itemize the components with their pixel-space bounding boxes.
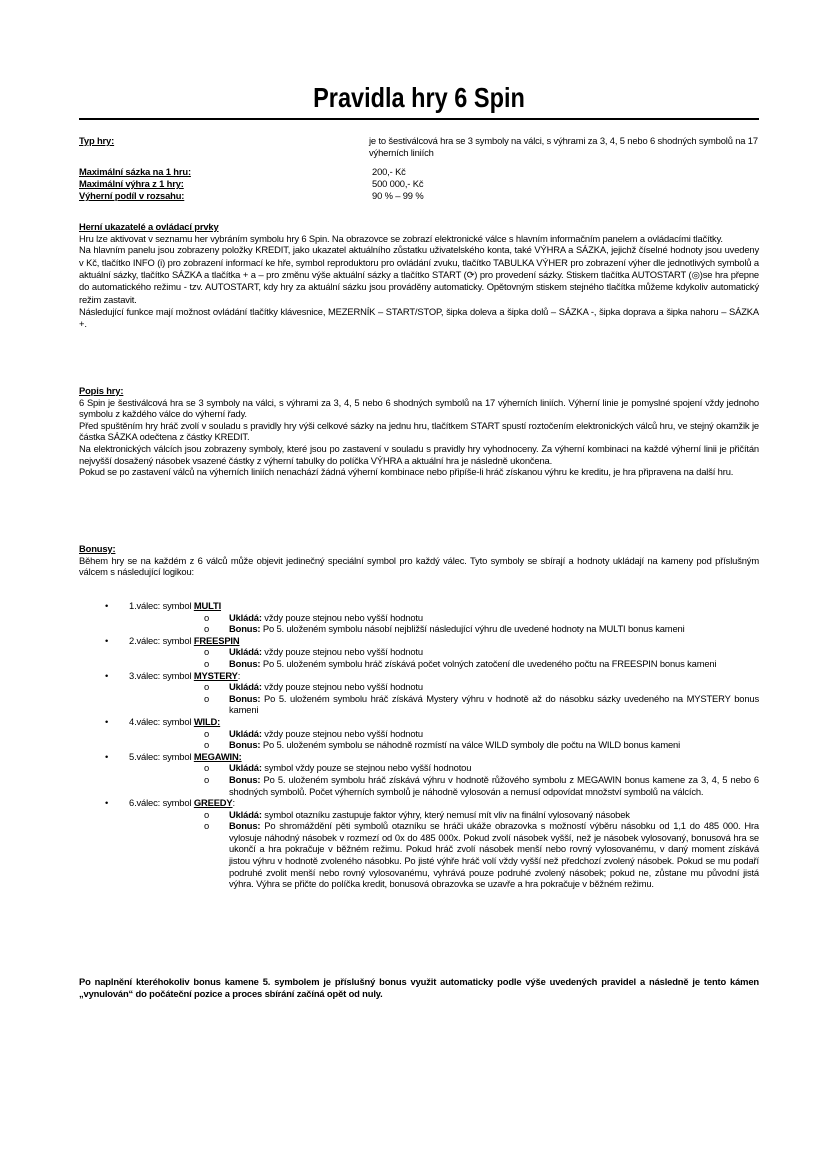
page-title: Pravidla hry 6 Spin (313, 82, 525, 113)
bonus-effect-rule (129, 658, 759, 670)
save-text: symbol vždy pouze se stejnou nebo vyšší hodnotou (261, 762, 472, 774)
bonus-effect-rule (129, 693, 759, 716)
bonuses-section (79, 543, 759, 578)
sub-bullet-icon: o (204, 762, 210, 774)
bonus-item (79, 716, 759, 751)
bonus-item-prefix: 6.válec: symbol (129, 797, 194, 809)
bullet-icon: • (105, 750, 109, 762)
info-max-win-label: Maximální výhra z 1 hry: (79, 178, 184, 189)
bonus-sub-list (129, 612, 759, 635)
save-text: vždy pouze stejnou nebo vyšší hodnotu (261, 611, 423, 623)
bonus-save-rule (129, 762, 759, 774)
sub-bullet-icon: o (204, 646, 210, 658)
save-label: Ukládá: (229, 808, 262, 820)
bonus-item-prefix: 5.válec: symbol (129, 750, 194, 762)
bonus-label: Bonus: (229, 773, 261, 785)
controls-heading: Herní ukazatelé a ovládací prvky (79, 221, 219, 232)
sub-bullet-icon: o (204, 623, 210, 635)
bonus-list (79, 600, 759, 890)
bullet-icon: • (105, 634, 109, 646)
bonuses-heading: Bonusy: (79, 543, 116, 554)
bonus-item (79, 797, 759, 890)
bonus-sub-list (129, 646, 759, 669)
bullet-icon: • (105, 715, 109, 727)
controls-paragraph-3: Následující funkce mají možnost ovládání tlačítky klávesnice, MEZERNÍK – START/STOP, šipka doleva a šipka dolů – SÁZKA -, šipka doprava a šipka nahoru – SÁZKA +. (79, 306, 759, 329)
bonus-sub-list (129, 681, 759, 716)
title-divider (79, 118, 759, 120)
bonus-symbol-name: MYSTERY (193, 669, 238, 681)
bonus-text: Po 5. uloženém symbolu hráč získává výhru v hodnotě růžového symbolu z MEGAWIN bonus kamene za 3, 4, 5 nebo 6 shodných symbolů. Počet výherních symbolů je náhodně vylosován a nemusí odpovídat množství symbolů na válcích. (229, 773, 759, 797)
info-row-rtp (79, 190, 759, 202)
controls-section (79, 221, 759, 329)
bonus-save-rule (129, 728, 759, 740)
description-paragraph-4: Pokud se po zastavení válců na výherních liniích nenachází žádná výherní kombinace nebo připíše-li hráč získanou výhru ke kreditu, je hra připravena na další hru. (79, 466, 734, 478)
bonus-item-prefix: 2.válec: symbol (129, 634, 194, 646)
bonus-symbol-name: MULTI (193, 600, 222, 611)
info-max-win-value: 500 000,- Kč (372, 178, 424, 189)
info-row-type (79, 135, 759, 159)
bullet-icon: • (105, 797, 109, 809)
sub-bullet-icon: o (204, 808, 210, 820)
sub-bullet-icon: o (204, 820, 210, 832)
description-heading: Popis hry: (79, 385, 124, 396)
bonus-text: Po 5. uloženém symbolu se náhodně rozmístí na válce WILD symboly dle počtu na WILD bonus kameni (260, 739, 681, 751)
bonuses-intro: Během hry se na každém z 6 válců může objevit jedinečný speciální symbol pro každý válec. Tyto symboly se sbírají a hodnoty ukládají na kameny pod příslušným válcem s následující logikou: (79, 554, 759, 578)
save-text: vždy pouze stejnou nebo vyšší hodnotu (261, 646, 423, 658)
bullet-icon: • (105, 600, 109, 611)
info-max-bet-value: 200,- Kč (372, 166, 406, 177)
sub-bullet-icon: o (204, 681, 210, 693)
bullet-icon: • (105, 669, 109, 681)
bonus-item (79, 635, 759, 670)
info-rtp-label: Výherní podíl v rozsahu: (79, 190, 185, 201)
bonus-text: Po shromáždění pěti symbolů otazníku se hráči ukáže obrazovka s možností výběru násobku od 1,1 do 485 000. Hra vylosuje náhodný násobek v rozmezí od 0x do 485 000x. Pokud zvolí násobek vyšší, než je násobek vylosovaný, bonusová hra se ukončí a hra pokračuje v běžném režimu. Pokud hráč zvolí násobek menší nebo rovný vylosovanému, v daný moment získává jistou výhru v hodnotě zvoleného násobku. Po jisté výhře hráč volí vždy vyšší než předchozí zvolený násobek. Pokud se mu podaří podruhé zvolit menší nebo rovný vylosovanému, vyhrává pouze podruhé zvolený násobek; pokud ne, zůstane mu původní jistá výhra. Výhra se přičte do políčka kredit, bonusová obrazovka se uzavře a hra pokračuje v běžném režimu. (229, 820, 759, 890)
sub-bullet-icon: o (204, 773, 210, 785)
bonus-text: Po 5. uloženém symbolu násobí nejbližší následující výhru dle uvedené hodnoty na MULTI bonus kameni (260, 623, 685, 635)
bonus-symbol-name: WILD: (193, 715, 221, 727)
description-section (79, 385, 759, 478)
save-text: vždy pouze stejnou nebo vyšší hodnotu (261, 727, 423, 739)
bonus-sub-list (129, 809, 759, 890)
bonus-item-suffix: : (232, 797, 235, 809)
save-label: Ukládá: (229, 762, 262, 774)
bonus-label: Bonus: (229, 623, 261, 635)
bonus-item-prefix: 4.válec: symbol (129, 715, 194, 727)
bonus-item-prefix: 1.válec: symbol (129, 600, 194, 611)
bonus-save-rule (129, 646, 759, 658)
bonus-item (79, 751, 759, 797)
info-rtp-value: 90 % – 99 % (372, 190, 424, 201)
bonus-item (79, 600, 759, 635)
controls-paragraph-2: Na hlavním panelu jsou zobrazeny položky KREDIT, jako ukazatel aktuálního zůstatku uživatelského konta, také VÝHRA a SÁZKA, jejichž číselné hodnoty jsou uvedeny v Kč, tlačítko INFO (i) pro zobrazení informací ke hře, symbol reproduktoru pro ovládání zvuku, tlačítko TABULKA VÝHER pro zobrazení výher dle jednotlivých symbolů a aktuální sázky, tlačítko SÁZKA a tlačítka + a – pro změnu výše aktuální sázky a tlačítko START (⟳) pro provedení sázky. Stiskem tlačítka AUTOSTART (◎)se hra přepne do automatického režimu - tzv. AUTOSTART, kdy hry za aktuální sázku jsou prováděny automaticky. Opětovným stiskem stejného tlačítka můžeme kdykoliv automatický režim zastavit. (79, 244, 759, 305)
info-type-value: je to šestiválcová hra se 3 symboly na válci, s výhrami za 3, 4, 5 nebo 6 shodných symbolů na 17 výherních liniích (369, 135, 758, 158)
save-label: Ukládá: (229, 646, 262, 658)
save-label: Ukládá: (229, 681, 262, 693)
bonus-effect-rule (129, 623, 759, 635)
controls-paragraph-1: Hru lze aktivovat v seznamu her vybráním symbolu hry 6 Spin. Na obrazovce se zobrazí elektronické válce s hlavním informačním panelem a ovládacími tlačítky. (79, 232, 723, 244)
bonus-label: Bonus: (229, 820, 261, 832)
save-text: symbol otazníku zastupuje faktor výhry, který nemusí mít vliv na finální vylosovaný násobek (261, 808, 630, 820)
description-paragraph-2: Před spuštěním hry hráč zvolí v souladu s pravidly hry výši celkové sázky na jednu hru, tlačítkem START spustí roztočením elektronických válců hru, ve stejný okamžik je částka SÁZKA odečtena z částky KREDIT. (79, 419, 759, 443)
sub-bullet-icon: o (204, 739, 210, 751)
sub-bullet-icon: o (204, 611, 210, 623)
bonus-list-container (79, 600, 759, 890)
bonus-symbol-name: GREEDY (193, 797, 233, 809)
bonus-save-rule (129, 681, 759, 693)
bonus-item-prefix: 3.válec: symbol (129, 669, 194, 681)
bonus-item (79, 670, 759, 716)
bonus-label: Bonus: (229, 692, 261, 704)
bonus-label: Bonus: (229, 739, 261, 751)
bonus-text: Po 5. uloženém symbolu hráč získává Mystery výhru v hodnotě až do násobku sázky uvedeného na MYSTERY bonus kameni (229, 692, 759, 716)
bonus-effect-rule (129, 820, 759, 890)
info-max-bet-label: Maximální sázka na 1 hru: (79, 166, 191, 177)
bonus-save-rule (129, 809, 759, 821)
save-text: vždy pouze stejnou nebo vyšší hodnotu (261, 681, 423, 693)
bonus-sub-list (129, 762, 759, 797)
sub-bullet-icon: o (204, 657, 210, 669)
sub-bullet-icon: o (204, 692, 210, 704)
bonus-item-suffix: : (237, 669, 241, 681)
description-paragraph-3: Na elektronických válcích jsou zobrazeny symboly, které jsou po zastavení v souladu s pravidly hry vyhodnoceny. Za výherní kombinaci na každé výherní linii je přičítán nejvyšší dosažený násobek vsazené částky z výherní tabulky do políčka VÝHRA a aktuální hra je následně ukončena. (79, 442, 759, 466)
bonus-sub-list (129, 728, 759, 751)
bonus-label: Bonus: (229, 657, 261, 669)
bonus-symbol-name: MEGAWIN: (193, 750, 242, 762)
save-label: Ukládá: (229, 727, 262, 739)
final-note: Po naplnění kteréhokoliv bonus kamene 5. symbolem je příslušný bonus využit automaticky podle výše uvedených pravidel a následně je tento kámen „vynulován“ do počáteční pozice a proces sbírání začíná opět od nuly. (79, 976, 759, 999)
bonus-effect-rule (129, 739, 759, 751)
bonus-symbol-name: FREESPIN (193, 634, 240, 646)
bonus-text: Po 5. uloženém symbolu hráč získává počet volných zatočení dle uvedeného počtu na FREESPIN bonus kameni (260, 657, 717, 669)
info-type-label: Typ hry: (79, 135, 115, 146)
description-paragraph-1: 6 Spin je šestiválcová hra se 3 symboly na válci, s výhrami za 3, 4, 5 nebo 6 shodných symbolů na 17 výherních liniích. Výherní linie je pomyslné spojení vždy jednoho symbolu z každého válce do výherní řady. (79, 396, 759, 420)
sub-bullet-icon: o (204, 727, 210, 739)
save-label: Ukládá: (229, 611, 262, 623)
info-row-max-win (79, 178, 759, 190)
bonus-save-rule (129, 612, 759, 624)
info-row-max-bet (79, 166, 759, 178)
bonus-effect-rule (129, 774, 759, 797)
